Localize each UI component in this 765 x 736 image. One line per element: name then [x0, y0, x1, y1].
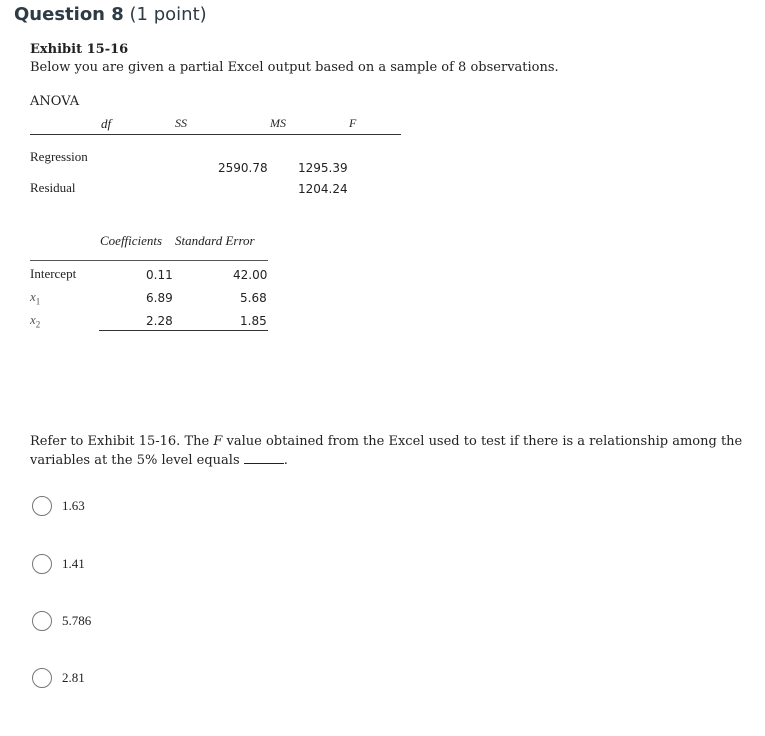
exhibit-description: Below you are given a partial Excel output based on a sample of 8 observations.: [30, 60, 559, 75]
anova-row-regression-label: Regression: [30, 149, 88, 164]
exhibit-title: Exhibit 15-16: [30, 42, 129, 57]
coef-x2-se: 1.85: [240, 314, 267, 328]
coef-row-x2-label: $x_2$: [30, 312, 41, 330]
question-points: (1 point): [129, 4, 207, 25]
question-header: [14, 4, 207, 25]
anova-header-rule: [30, 134, 401, 135]
option-label: 2.81: [62, 670, 85, 685]
anova-row-residual-label: Residual: [30, 180, 76, 195]
question-text: Refer to Exhibit 15-16. The F value obtained from the Excel used to test if there is a relationship among the variables at the 5% level equals .: [30, 434, 743, 468]
answer-option-4[interactable]: [32, 668, 85, 688]
answer-option-2[interactable]: [32, 554, 85, 574]
f-symbol: F: [213, 434, 223, 449]
coef-x2-coef: 2.28: [146, 314, 173, 328]
answer-blank: [244, 451, 284, 464]
radio-button[interactable]: [32, 554, 52, 574]
coef-x1-coef: 6.89: [146, 291, 173, 305]
answer-option-1[interactable]: [32, 496, 85, 516]
anova-label: ANOVA: [30, 94, 80, 109]
anova-col-df: df: [101, 116, 112, 131]
option-label: 5.786: [62, 613, 92, 628]
option-label: 1.63: [62, 498, 85, 513]
option-label: 1.41: [62, 556, 85, 571]
answer-option-3[interactable]: [32, 611, 91, 631]
anova-residual-ms: 1204.24: [298, 182, 348, 196]
radio-button[interactable]: [32, 611, 52, 631]
radio-button[interactable]: [32, 496, 52, 516]
coef-intercept-coef: 0.11: [146, 268, 173, 282]
coef-row-intercept-label: Intercept: [30, 266, 77, 281]
anova-regression-ss: 2590.78: [218, 161, 268, 175]
radio-button[interactable]: [32, 668, 52, 688]
coef-col-standard-error: Standard Error: [175, 233, 255, 248]
coef-intercept-se: 42.00: [233, 268, 268, 282]
question-number: Question 8: [14, 4, 124, 25]
coef-row-x1-label: $x_1$: [30, 289, 41, 307]
anova-col-f: F: [349, 116, 357, 130]
coef-header-rule: [30, 260, 268, 261]
anova-regression-ms: 1295.39: [298, 161, 348, 175]
coef-bottom-rule: [99, 330, 268, 331]
anova-col-ss: SS: [175, 116, 187, 130]
coef-col-coefficients: Coefficients: [100, 233, 163, 248]
coef-x1-se: 5.68: [240, 291, 267, 305]
anova-col-ms: MS: [270, 116, 286, 130]
